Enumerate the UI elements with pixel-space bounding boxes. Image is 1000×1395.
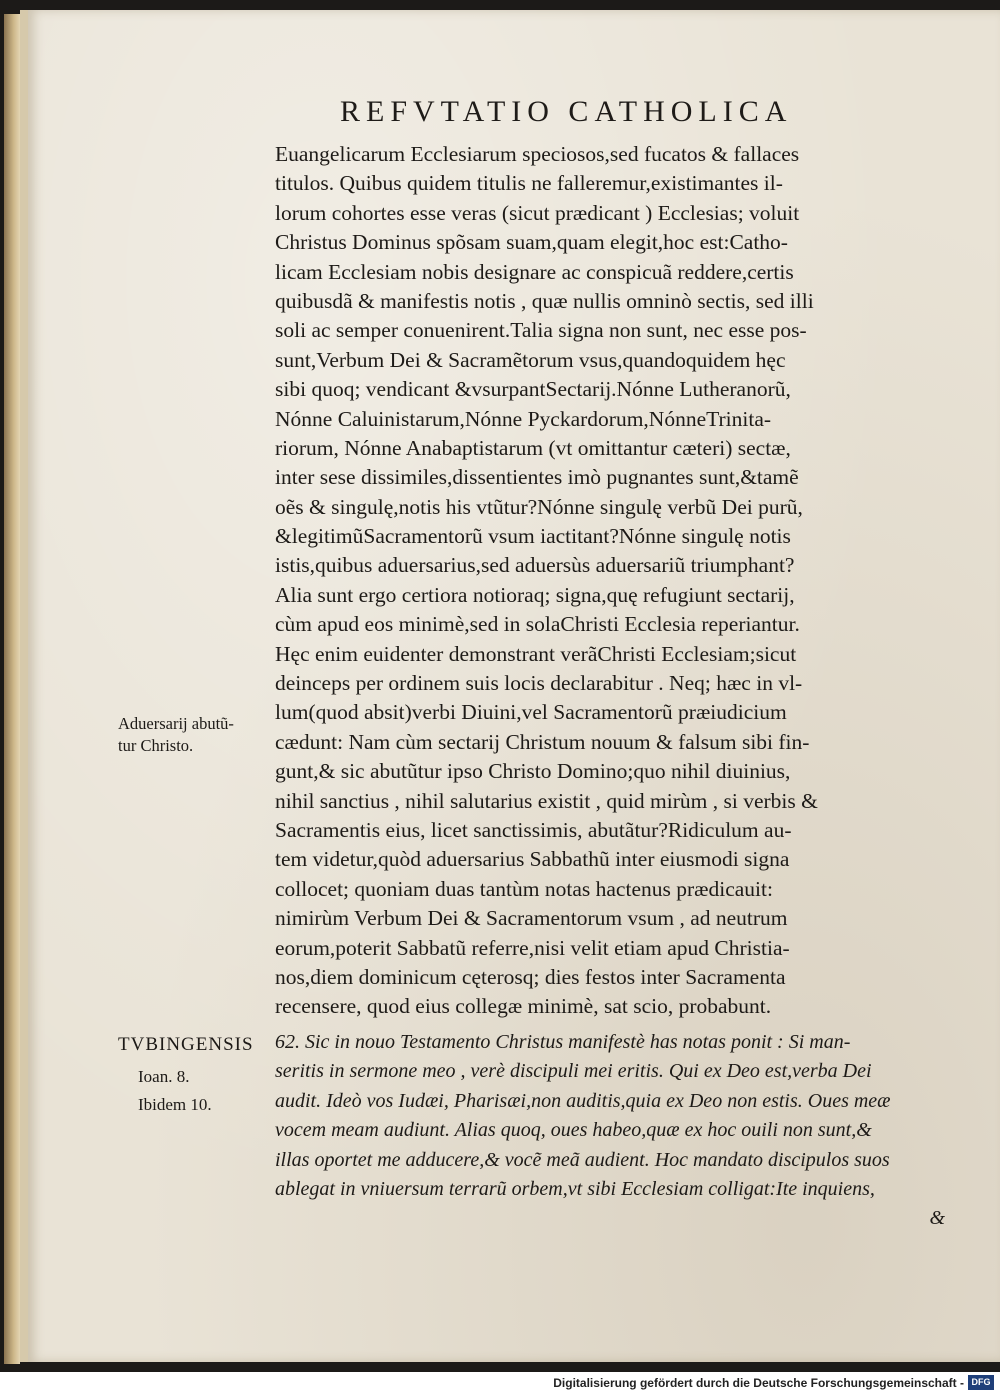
quote-line: audit. Ideò vos Iudæi, Pharisæi,non auditis,quia ex Deo non estis. Oues meæ [275, 1089, 891, 1112]
body-line: gunt,& sic abutũtur ipso Christo Domino;quo nihil diuinius, [275, 759, 791, 784]
footer-bar [0, 1372, 1000, 1395]
body-line: licam Ecclesiam nobis designare ac conspicuã reddere,certis [275, 259, 794, 284]
quote-line: seritis in sermone meo , verè discipuli mei eritis. Qui ex Deo est,verba Dei [275, 1060, 872, 1083]
margin-note-abuse [118, 713, 278, 757]
body-line: sibi quoq; vendicant &vsurpantSectarij.Nónne Lutheranorũ, [275, 377, 791, 402]
body-line: recensere, quod eius collegæ minimè, sat scio, probabunt. [275, 994, 772, 1019]
body-line: inter sese dissimiles,dissentientes imò pugnantes sunt,&tamẽ [275, 465, 799, 490]
quote-line: illas oportet me adducere,& vocẽ meã audient. Hoc mandato discipulos suos [275, 1148, 890, 1171]
main-text-block [275, 140, 945, 1022]
dfg-logo: DFG [968, 1375, 994, 1390]
body-line: cùm apud eos minimè,sed in solaChristi Ecclesia reperiantur. [275, 612, 800, 637]
quote-line: vocem meam audiunt. Alias quoq, oues habeo,quæ ex hoc ouili non sunt,& [275, 1119, 872, 1142]
body-line: nimirùm Verbum Dei & Sacramentorum vsum , ad neutrum [275, 906, 788, 931]
body-line: &legitimũSacramentorũ vsum iactitant?Nónne singulę notis [275, 524, 791, 549]
body-line: nos,diem dominicum cęterosq; dies festos inter Sacramenta [275, 964, 786, 989]
body-line: eorum,poterit Sabbatũ referre,nisi velit etiam apud Christia- [275, 935, 790, 960]
body-line: collocet; quoniam duas tantùm notas hactenus prædicauit: [275, 876, 773, 901]
body-line: Christus Dominus spõsam suam,quam elegit,hoc est:Catho- [275, 230, 788, 255]
body-line: Sacramentis eius, licet sanctissimis, abutãtur?Ridiculum au- [275, 817, 792, 842]
body-line: riorum, Nónne Anabaptistarum (vt omittantur cæteri) sectæ, [275, 435, 791, 460]
body-line: titulos. Quibus quidem titulis ne falleremur,existimantes il- [275, 171, 783, 196]
body-line: soli ac semper conuenirent.Talia signa non sunt, nec esse pos- [275, 318, 807, 343]
body-line: Euangelicarum Ecclesiarum speciosos,sed fucatos & fallaces [275, 142, 800, 166]
body-line: oẽs & singulę,notis his vtũtur?Nónne singulę verbũ Dei purũ, [275, 494, 803, 519]
margin-note-tubingensis: TVBINGENSIS [118, 1034, 254, 1055]
quote-line: & [929, 1207, 945, 1230]
body-line: sunt,Verbum Dei & Sacramẽtorum vsus,quandoquidem hęc [275, 347, 786, 372]
running-head: REFVTATIO CATHOLICA [340, 95, 793, 128]
body-line: Nónne Caluinistarum,Nónne Pyckardorum,NónneTrinita- [275, 406, 772, 431]
body-line: tem videtur,quòd aduersarius Sabbathũ inter eiusmodi signa [275, 847, 790, 872]
body-line: cædunt: Nam cùm sectarij Christum nouum & falsum sibi fin- [275, 729, 810, 754]
body-line: lorum cohortes esse veras (sicut prædicant ) Ecclesias; voluit [275, 200, 800, 225]
quote-line: ablegat in vniuersum terrarũ orbem,vt sibi Ecclesiam colligat:Ite inquiens, [275, 1177, 875, 1200]
body-line: quibusdã & manifestis notis , quæ nullis omninò sectis, sed illi [275, 288, 814, 313]
margin-note-abuse-line2: tur Christo. [118, 736, 194, 755]
margin-note-abuse-line1: Aduersarij abutũ- [118, 714, 234, 733]
body-line: deinceps per ordinem suis locis declarabitur . Neq; hæc in vl- [275, 671, 803, 696]
scripture-quote-block [275, 1028, 955, 1234]
body-line: lum(quod absit)verbi Diuini,vel Sacramentorũ præiudicium [275, 700, 787, 725]
margin-note-ibidem: Ibidem 10. [138, 1095, 212, 1114]
body-line: istis,quibus aduersarius,sed aduersùs aduersariũ triumphant? [275, 553, 795, 578]
body-line: Hęc enim euidenter demonstrant verãChristi Ecclesiam;sicut [275, 641, 797, 666]
body-line: nihil sanctius , nihil salutarius existit , quid mirùm , si verbis & [275, 788, 818, 813]
footer-credit: Digitalisierung gefördert durch die Deutsche Forschungsgemeinschaft - [553, 1376, 964, 1390]
body-line: Alia sunt ergo certiora notioraq; signa,quę refugiunt sectarij, [275, 582, 795, 607]
page-edge [4, 14, 20, 1364]
quote-line: 62. Sic in nouo Testamento Christus manifestè has notas ponit : Si man- [275, 1031, 851, 1053]
margin-note-ioan: Ioan. 8. [138, 1067, 190, 1086]
